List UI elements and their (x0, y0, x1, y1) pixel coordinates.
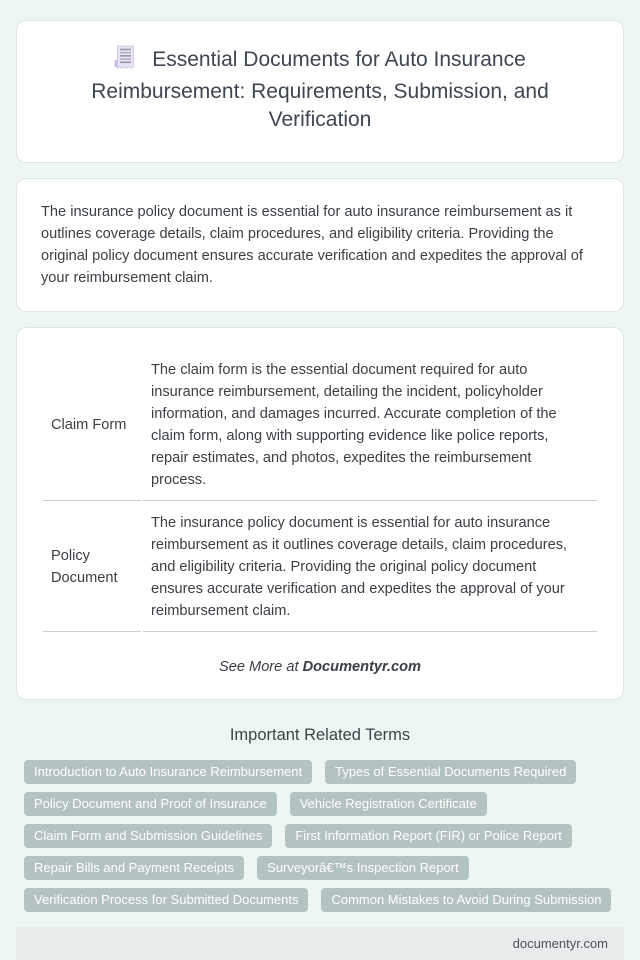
term-name: Claim Form (43, 350, 141, 501)
tag-common-mistakes-to-avoid-during-submission[interactable]: Common Mistakes to Avoid During Submission (321, 888, 611, 912)
tag-first-information-report-or-police-report[interactable]: First Information Report (FIR) or Police Report (285, 824, 572, 848)
terms-table-card (16, 327, 624, 700)
related-terms-tag-list (16, 760, 624, 912)
tag-policy-document-and-proof-of-insurance[interactable]: Policy Document and Proof of Insurance (24, 792, 277, 816)
terms-table (41, 348, 599, 634)
see-more-line (41, 659, 599, 675)
term-name: Policy Document (43, 503, 141, 632)
tag-vehicle-registration-certificate[interactable]: Vehicle Registration Certificate (290, 792, 487, 816)
tag-types-of-essential-documents-required[interactable]: Types of Essential Documents Required (325, 760, 576, 784)
tag-claim-form-and-submission-guidelines[interactable]: Claim Form and Submission Guidelines (24, 824, 272, 848)
intro-card (16, 178, 624, 312)
term-description: The claim form is the essential document required for auto insurance reimbursement, detailing the incident, policyholder information, and damages incurred. Accurate completion of the claim form, along with supporting evidence like police reports, repair estimates, and photos, expedites the reimbursement process. (143, 350, 597, 501)
page-title (47, 45, 593, 134)
tag-introduction-to-auto-insurance-reimbursement[interactable]: Introduction to Auto Insurance Reimbursement (24, 760, 312, 784)
intro-paragraph: The insurance policy document is essential for auto insurance reimbursement as it outlines coverage details, claim procedures, and eligibility criteria. Providing the original policy document ensures accurate verification and expedites the approval of your reimbursement claim. (41, 204, 583, 286)
see-more-brand: Documentyr.com (302, 659, 421, 675)
see-more-prefix: See More at (219, 659, 303, 675)
page-title-text: Essential Documents for Auto Insurance Reimbursement: Requirements, Submission, and Verification (91, 48, 549, 131)
footer-bar (16, 927, 624, 960)
table-row (43, 350, 597, 501)
title-card (16, 20, 624, 163)
tag-surveyors-inspection-report[interactable]: Surveyorâ€™s Inspection Report (257, 856, 468, 880)
footer-site-name: documentyr.com (512, 936, 608, 951)
table-row (43, 503, 597, 632)
receipt-icon (114, 45, 136, 78)
tag-verification-process-for-submitted-documents[interactable]: Verification Process for Submitted Documents (24, 888, 308, 912)
term-description: The insurance policy document is essential for auto insurance reimbursement as it outlines coverage details, claim procedures, and eligibility criteria. Providing the original policy document ensures accurate verification and expedites the approval of your reimbursement claim. (143, 503, 597, 632)
related-terms-heading: Important Related Terms (229, 726, 411, 744)
tag-repair-bills-and-payment-receipts[interactable]: Repair Bills and Payment Receipts (24, 856, 244, 880)
